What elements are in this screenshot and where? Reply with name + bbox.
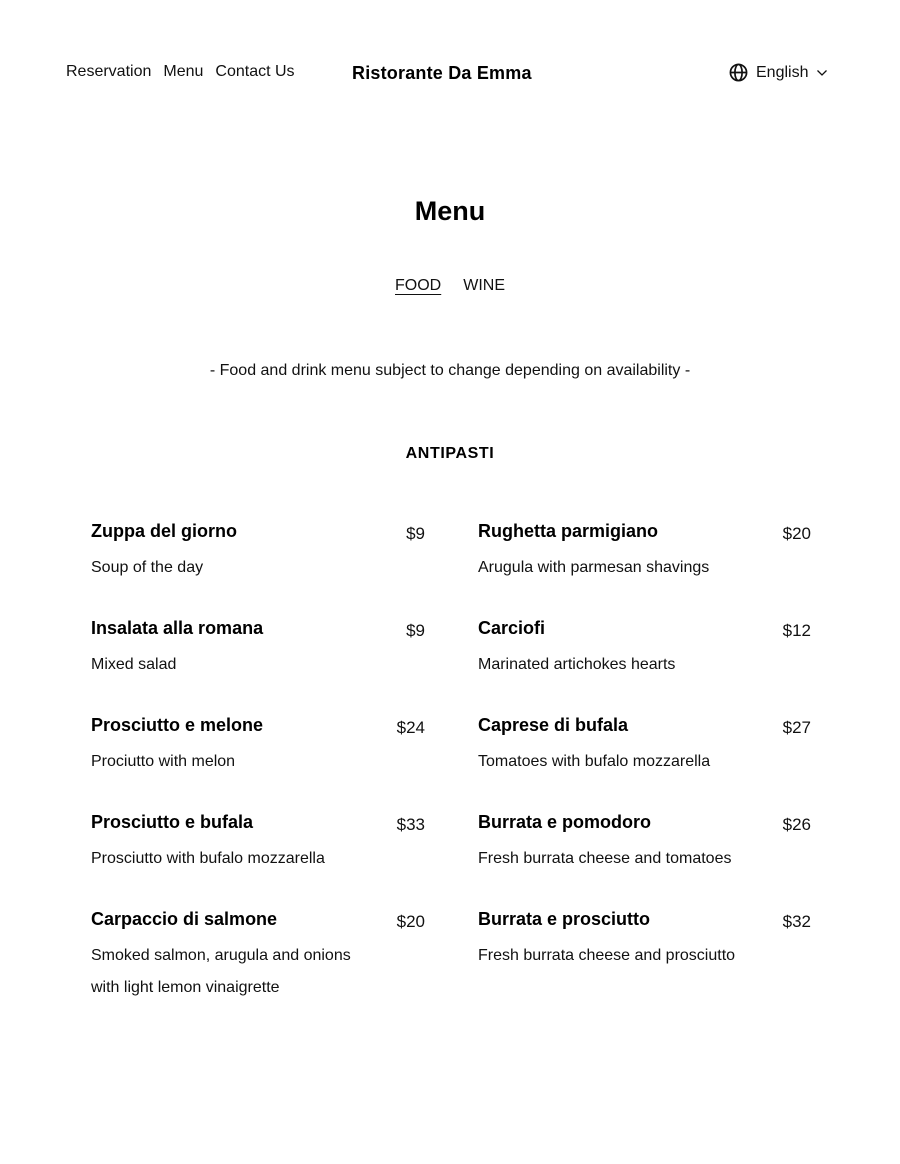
item-price: $33 <box>396 815 425 834</box>
page-title: Menu <box>414 196 486 226</box>
item-price: $9 <box>406 621 425 640</box>
item-description: Soup of the day <box>91 559 204 576</box>
tab-food[interactable]: FOOD <box>395 277 442 294</box>
item-name: Rughetta parmigiano <box>478 521 659 541</box>
menu-tabs <box>0 277 900 295</box>
menu-item <box>478 811 811 908</box>
menu-item <box>478 908 811 1005</box>
item-name: Prosciutto e bufala <box>91 812 254 832</box>
item-description: Prociutto with melon <box>91 753 236 770</box>
item-description: Marinated artichokes hearts <box>478 656 676 673</box>
menu-item <box>91 617 425 714</box>
item-price: $9 <box>406 524 425 543</box>
item-price: $32 <box>782 912 811 931</box>
item-price: $24 <box>396 718 425 737</box>
language-label: English <box>756 63 809 81</box>
item-name: Burrata e prosciutto <box>478 909 651 929</box>
item-name: Insalata alla romana <box>91 618 264 638</box>
item-price: $26 <box>782 815 811 834</box>
language-selector[interactable] <box>729 63 828 82</box>
menu-column-right <box>478 520 811 1005</box>
site-header <box>0 60 900 88</box>
item-description: Tomatoes with bufalo mozzarella <box>478 753 711 770</box>
main-nav <box>66 63 295 81</box>
item-name: Burrata e pomodoro <box>478 812 652 832</box>
nav-reservation[interactable]: Reservation <box>66 63 152 80</box>
item-price: $27 <box>782 718 811 737</box>
chevron-down-icon <box>816 69 828 77</box>
item-description: Fresh burrata cheese and prosciutto <box>478 947 736 964</box>
item-name: Carpaccio di salmone <box>91 909 278 929</box>
menu-item <box>91 714 425 811</box>
item-description: Prosciutto with bufalo mozzarella <box>91 850 325 867</box>
menu-item <box>478 520 811 617</box>
item-description: Smoked salmon, arugula and onions with light lemon vinaigrette <box>91 947 351 996</box>
menu-item <box>91 908 425 1005</box>
item-description: Mixed salad <box>91 656 177 673</box>
item-description: Arugula with parmesan shavings <box>478 559 710 576</box>
tab-wine[interactable]: WINE <box>463 277 505 294</box>
item-price: $20 <box>396 912 425 931</box>
item-price: $20 <box>782 524 811 543</box>
item-price: $12 <box>782 621 811 640</box>
availability-notice: - Food and drink menu subject to change depending on availability - <box>209 362 691 379</box>
item-name: Prosciutto e melone <box>91 715 264 735</box>
brand-logo-text[interactable]: Ristorante Da Emma <box>352 63 532 83</box>
item-description: Fresh burrata cheese and tomatoes <box>478 850 732 867</box>
menu-column-left <box>91 520 425 1005</box>
item-name: Caprese di bufala <box>478 715 629 735</box>
item-name: Zuppa del giorno <box>91 521 237 541</box>
menu-item <box>478 714 811 811</box>
nav-contact-us[interactable]: Contact Us <box>215 63 295 80</box>
globe-icon <box>729 63 748 82</box>
section-title-antipasti: ANTIPASTI <box>405 445 495 462</box>
menu-item <box>91 520 425 617</box>
menu-item <box>91 811 425 908</box>
menu-item <box>478 617 811 714</box>
item-name: Carciofi <box>478 618 546 638</box>
nav-menu[interactable]: Menu <box>163 63 204 80</box>
